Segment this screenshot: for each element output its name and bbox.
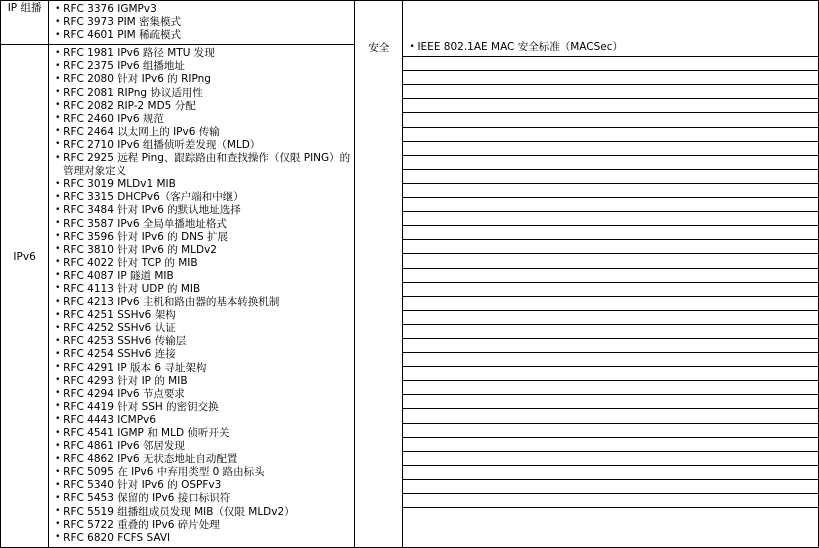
list-item: • RFC 4861 IPv6 邻居发现 — [55, 440, 352, 453]
row-label-ip-multicast — [1, 1, 49, 45]
list-item: • RFC 2375 IPv6 组播地址 — [55, 60, 352, 73]
empty-row — [402, 366, 819, 380]
empty-row — [402, 493, 819, 507]
list-item: • RFC 4862 IPv6 无状态地址自动配置 — [55, 453, 352, 466]
list-item: • RFC 3973 PIM 密集模式 — [55, 16, 352, 29]
row-label-security — [355, 1, 403, 548]
list-item: • RFC 5453 保留的 IPv6 接口标识符 — [55, 492, 352, 505]
empty-row — [402, 112, 819, 126]
list-item: • RFC 4022 针对 TCP 的 MIB — [55, 257, 352, 270]
row-label-text: IP 组播 — [7, 2, 42, 14]
empty-row — [402, 380, 819, 394]
row-label-text: 安全 — [368, 42, 390, 54]
list-item: • RFC 4294 IPv6 节点要求 — [55, 388, 352, 401]
empty-row — [402, 282, 819, 296]
security-standards-list — [403, 41, 818, 56]
list-item: • RFC 5519 组播组成员发现 MIB（仅限 MLDv2） — [55, 506, 352, 519]
list-item: • RFC 3376 IGMPv3 — [55, 3, 352, 16]
empty-row — [402, 324, 819, 338]
table-row-ip-multicast — [1, 1, 819, 45]
list-item: • RFC 4253 SSHv6 传输层 — [55, 335, 352, 348]
empty-row — [402, 169, 819, 183]
ipv6-rfc-list — [49, 45, 354, 547]
empty-row — [402, 451, 819, 465]
list-item: • IEEE 802.1AE MAC 安全标准（MACSec） — [409, 41, 816, 54]
empty-row — [402, 183, 819, 197]
list-item: • RFC 2081 RIPng 协议适用性 — [55, 87, 352, 100]
list-item: • RFC 4213 IPv6 主机和路由器的基本转换机制 — [55, 296, 352, 309]
list-item: • RFC 2460 IPv6 规范 — [55, 113, 352, 126]
security-empty-rows — [403, 56, 818, 521]
list-item: • RFC 2082 RIP-2 MD5 分配 — [55, 100, 352, 113]
security-standards-cell — [403, 1, 819, 548]
empty-row — [402, 437, 819, 451]
list-item: • RFC 3484 针对 IPv6 的默认地址选择 — [55, 204, 352, 217]
list-item: • RFC 4254 SSHv6 连接 — [55, 348, 352, 361]
list-item: • RFC 4113 针对 UDP 的 MIB — [55, 283, 352, 296]
list-item: • RFC 5722 重叠的 IPv6 碎片处理 — [55, 519, 352, 532]
list-item: • RFC 2464 以太网上的 IPv6 传输 — [55, 126, 352, 139]
empty-row — [402, 394, 819, 408]
empty-row — [402, 268, 819, 282]
list-item: • RFC 4087 IP 隧道 MIB — [55, 270, 352, 283]
empty-row — [402, 253, 819, 267]
list-item: • RFC 4252 SSHv6 认证 — [55, 322, 352, 335]
list-item: • RFC 4419 针对 SSH 的密钥交换 — [55, 401, 352, 414]
row-label-ipv6 — [1, 45, 49, 548]
list-item: • RFC 6820 FCFS SAVI — [55, 532, 352, 545]
empty-row — [402, 352, 819, 366]
list-item: • RFC 5095 在 IPv6 中弃用类型 0 路由标头 — [55, 466, 352, 479]
list-item: • RFC 4251 SSHv6 架构 — [55, 309, 352, 322]
empty-row — [402, 56, 819, 70]
empty-row — [402, 141, 819, 155]
list-item: • RFC 4291 IP 版本 6 寻址架构 — [55, 362, 352, 375]
list-item: • RFC 3596 针对 IPv6 的 DNS 扩展 — [55, 231, 352, 244]
list-item: • RFC 4443 ICMPv6 — [55, 414, 352, 427]
list-item: • RFC 3019 MLDv1 MIB — [55, 178, 352, 191]
empty-row — [402, 70, 819, 84]
ip-multicast-rfc-list — [49, 1, 354, 44]
list-item: • RFC 4601 PIM 稀疏模式 — [55, 29, 352, 42]
empty-row — [402, 479, 819, 493]
empty-row — [402, 155, 819, 169]
ipv6-rfc-cell — [49, 45, 355, 548]
empty-row — [402, 296, 819, 310]
list-item: • RFC 2925 远程 Ping、跟踪路由和查找操作（仅限 PING）的管理对象定义 — [55, 152, 352, 178]
empty-row — [402, 197, 819, 211]
empty-row — [402, 98, 819, 112]
ip-multicast-rfc-cell — [49, 1, 355, 45]
list-item: • RFC 4541 IGMP 和 MLD 侦听开关 — [55, 427, 352, 440]
empty-row — [402, 408, 819, 422]
list-item: • RFC 5340 针对 IPv6 的 OSPFv3 — [55, 479, 352, 492]
list-item: • RFC 1981 IPv6 路径 MTU 发现 — [55, 47, 352, 60]
empty-row — [402, 127, 819, 141]
empty-row — [402, 423, 819, 437]
row-label-text: IPv6 — [13, 251, 36, 264]
list-item: • RFC 4293 针对 IP 的 MIB — [55, 375, 352, 388]
empty-row — [402, 465, 819, 479]
list-item: • RFC 3587 IPv6 全局单播地址格式 — [55, 218, 352, 231]
list-item: • RFC 2080 针对 IPv6 的 RIPng — [55, 73, 352, 86]
list-item: • RFC 3315 DHCPv6（客户端和中继） — [55, 191, 352, 204]
empty-row — [402, 225, 819, 239]
empty-row — [402, 338, 819, 352]
empty-row — [402, 310, 819, 324]
list-item: • RFC 2710 IPv6 组播侦听差发现（MLD） — [55, 139, 352, 152]
empty-row — [402, 84, 819, 98]
empty-row — [402, 507, 819, 521]
empty-row — [402, 211, 819, 225]
empty-row — [402, 239, 819, 253]
list-item: • RFC 3810 针对 IPv6 的 MLDv2 — [55, 244, 352, 257]
